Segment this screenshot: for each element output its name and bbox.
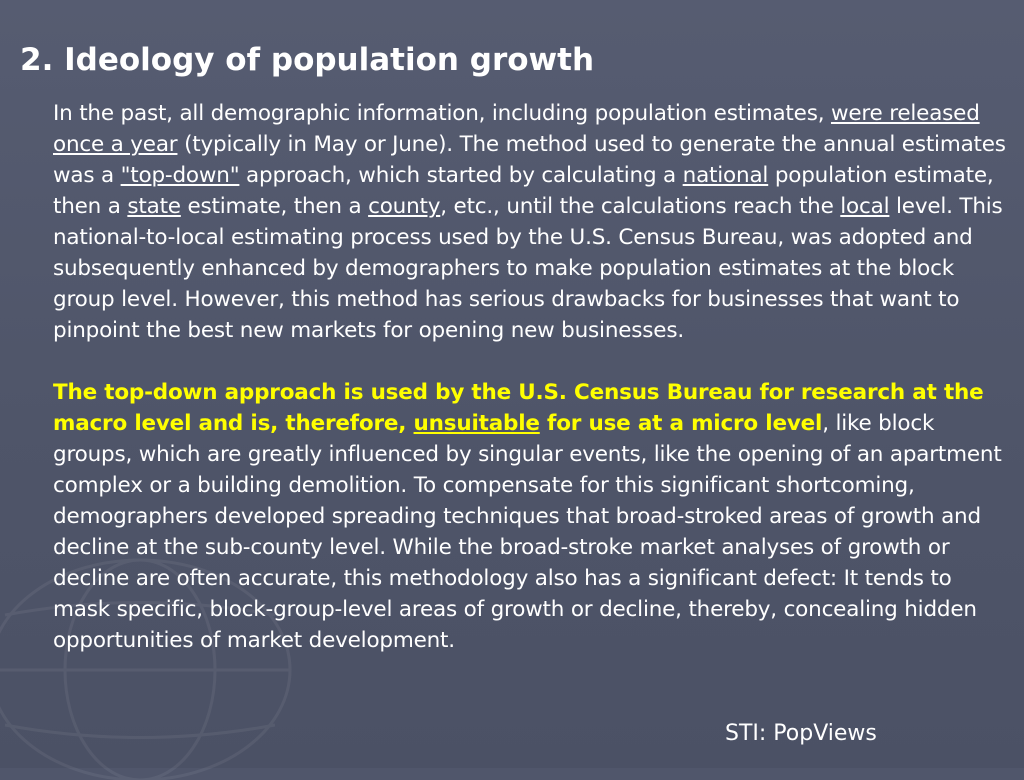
text-run: (typically in May or June). The method used to generate the annual estimates was a [53, 132, 1006, 188]
text-run: , etc., until the calculations reach the [440, 194, 841, 219]
underlined-word-local: local [840, 194, 890, 219]
underlined-word-national: national [682, 163, 769, 188]
underlined-word-county: county [368, 194, 441, 219]
paragraph-top-down-method [53, 98, 1008, 346]
text-run: , like block groups, which are greatly influenced by singular events, like the opening of an apartment complex or a building demolition. To compensate for this significant shortcoming, demographers developed spreading techniques that broad-stroked areas of growth and decline at the sub-county level. While the broad-stroke market analyses of growth or decline are often accurate, this methodology also has a significant defect: It tends to mask specific, block-group-level areas of growth or decline, thereby, concealing hidden opportunities of market development. [53, 411, 1002, 653]
source-credit: STI: PopViews [725, 721, 877, 746]
highlighted-statement: The top-down approach is used by the U.S. Census Bureau for research at the macro level and is, therefore, [53, 380, 984, 436]
underlined-phrase-released-once-a-year: were released once a year [53, 101, 980, 157]
text-run: level. This national-to-local estimating process used by the U.S. Census Bureau, was adopted and subsequently enhanced by demographers to make population estimates at the block group level. However, this method has serious drawbacks for businesses that want to pinpoint the best new markets for opening new businesses. [53, 194, 1003, 343]
slide-title: 2. Ideology of population growth [20, 42, 595, 78]
underlined-word-state: state [127, 194, 181, 219]
text-run: population estimate, then a [53, 163, 994, 219]
slide-body [53, 98, 1008, 656]
text-run: estimate, then a [180, 194, 369, 219]
highlighted-underlined-word-unsuitable: unsuitable [413, 411, 540, 436]
highlighted-statement-end: for use at a micro level [539, 411, 823, 436]
underlined-phrase-top-down: "top-down" [120, 163, 240, 188]
paragraph-macro-vs-micro [53, 377, 1008, 656]
text-run: In the past, all demographic information, including population estimates, [53, 101, 831, 126]
text-run: approach, which started by calculating a [239, 163, 683, 188]
